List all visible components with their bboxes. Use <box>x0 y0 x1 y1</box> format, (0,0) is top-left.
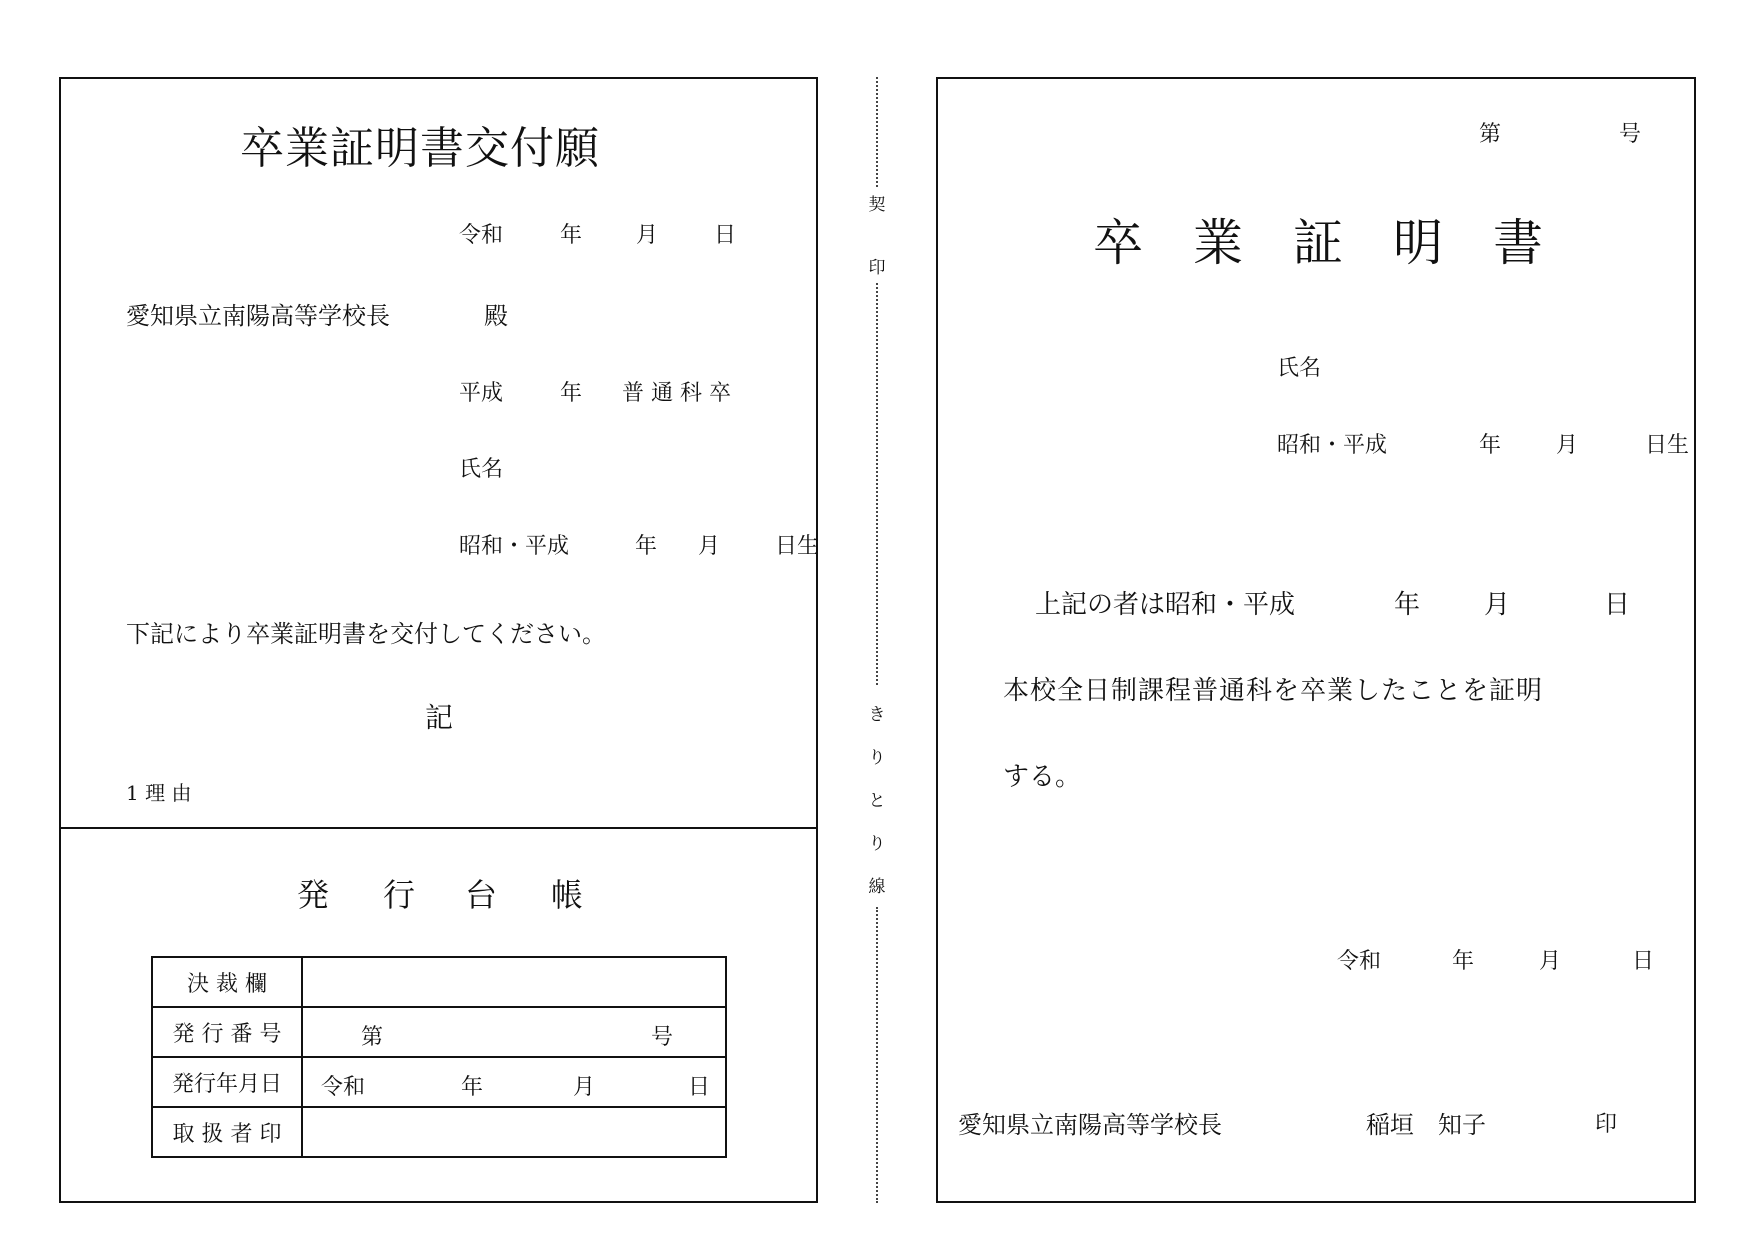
reason-label: 1 理 由 <box>126 781 192 805</box>
issue-number-field[interactable] <box>302 1007 726 1057</box>
cut-line-char: 線 <box>868 877 886 897</box>
applicant-name-label: 氏名 <box>459 457 504 482</box>
certificate-body-line3: する。 <box>1003 762 1082 792</box>
certificate-birth-day: 日生 <box>1645 433 1690 458</box>
application-date-month: 月 <box>636 223 659 248</box>
perforation-line-top <box>876 77 878 187</box>
handler-seal-field[interactable] <box>302 1107 726 1157</box>
application-addressee-honorific: 殿 <box>484 302 508 330</box>
request-text: 下記により卒業証明書を交付してください。 <box>126 620 606 648</box>
seal-char: 契 <box>868 195 886 215</box>
issue-date-era: 令和 <box>321 1075 366 1100</box>
certificate-number-prefix: 第 <box>1479 122 1502 147</box>
ledger-title-char: 帳 <box>551 876 584 914</box>
cut-line-char: り <box>868 834 886 854</box>
cut-line-char: き <box>868 705 886 725</box>
certificate-title-char: 証 <box>1293 214 1343 272</box>
handler-seal-label: 取 扱 者 印 <box>152 1107 302 1157</box>
issue-number-label: 発 行 番 号 <box>152 1007 302 1057</box>
application-date-era: 令和 <box>459 223 504 248</box>
graduation-era: 平成 <box>459 381 504 406</box>
perforation-line-middle <box>876 283 878 685</box>
certificate-body-line1-year: 年 <box>1394 590 1421 620</box>
certificate-date-month: 月 <box>1539 949 1562 974</box>
application-title: 卒業証明書交付願 <box>240 123 600 174</box>
perforation-line-bottom <box>876 907 878 1203</box>
certificate-title-char: 業 <box>1193 214 1243 272</box>
ledger-row-approval <box>152 957 726 1007</box>
certificate-body-line1-day: 日 <box>1604 590 1631 620</box>
ledger-title-char: 行 <box>383 876 416 914</box>
certificate-name-label: 氏名 <box>1277 356 1322 381</box>
principal-seal-mark: 印 <box>1595 1112 1618 1137</box>
cut-line-char: と <box>868 791 886 811</box>
graduation-year: 年 <box>560 381 583 406</box>
issue-date-day: 日 <box>688 1075 711 1100</box>
seal-char: 印 <box>868 258 886 278</box>
cut-line-char: り <box>868 748 886 768</box>
ledger-title <box>0 870 584 914</box>
ledger-table <box>151 956 727 1158</box>
principal-name: 稲垣 知子 <box>1366 1111 1486 1139</box>
issue-date-field[interactable] <box>302 1057 726 1107</box>
certificate-title-char: 明 <box>1393 214 1443 272</box>
issue-number-prefix: 第 <box>361 1025 384 1050</box>
ledger-row-issue-number <box>152 1007 726 1057</box>
certificate-date-day: 日 <box>1632 949 1655 974</box>
application-date-year: 年 <box>560 223 583 248</box>
certificate-birth-era: 昭和・平成 <box>1277 433 1388 458</box>
ki-heading: 記 <box>425 701 454 734</box>
approval-label: 決 裁 欄 <box>152 957 302 1007</box>
application-date-day: 日 <box>714 223 737 248</box>
applicant-birth-era: 昭和・平成 <box>459 534 570 559</box>
issue-number-suffix: 号 <box>651 1025 674 1050</box>
ledger-title-char: 発 <box>297 876 330 914</box>
issue-date-year: 年 <box>461 1075 484 1100</box>
applicant-birth-month: 月 <box>698 534 721 559</box>
application-ledger-divider <box>59 827 818 829</box>
issue-date-month: 月 <box>573 1075 596 1100</box>
certificate-birth-month: 月 <box>1556 433 1579 458</box>
approval-field[interactable] <box>302 957 726 1007</box>
principal-school: 愛知県立南陽高等学校長 <box>958 1111 1222 1139</box>
application-addressee: 愛知県立南陽高等学校長 <box>126 302 390 330</box>
ledger-row-issue-date <box>152 1057 726 1107</box>
certificate-title-char: 卒 <box>1093 214 1143 272</box>
certificate-number-suffix: 号 <box>1619 122 1642 147</box>
issue-date-label: 発行年月日 <box>152 1057 302 1107</box>
ledger-title-char: 台 <box>465 876 498 914</box>
certificate-birth-year: 年 <box>1479 433 1502 458</box>
ledger-row-handler <box>152 1107 726 1157</box>
applicant-birth-day: 日生 <box>775 534 820 559</box>
certificate-body-line1: 上記の者は昭和・平成 <box>1035 590 1296 620</box>
certificate-date-year: 年 <box>1452 949 1475 974</box>
graduation-course: 普 通 科 卒 <box>622 381 731 406</box>
certificate-title-char: 書 <box>1493 214 1543 272</box>
certificate-date-era: 令和 <box>1337 949 1382 974</box>
certificate-body-line1-month: 月 <box>1484 590 1511 620</box>
certificate-body-line2: 本校全日制課程普通科を卒業したことを証明 <box>1003 676 1544 706</box>
applicant-birth-year: 年 <box>635 534 658 559</box>
